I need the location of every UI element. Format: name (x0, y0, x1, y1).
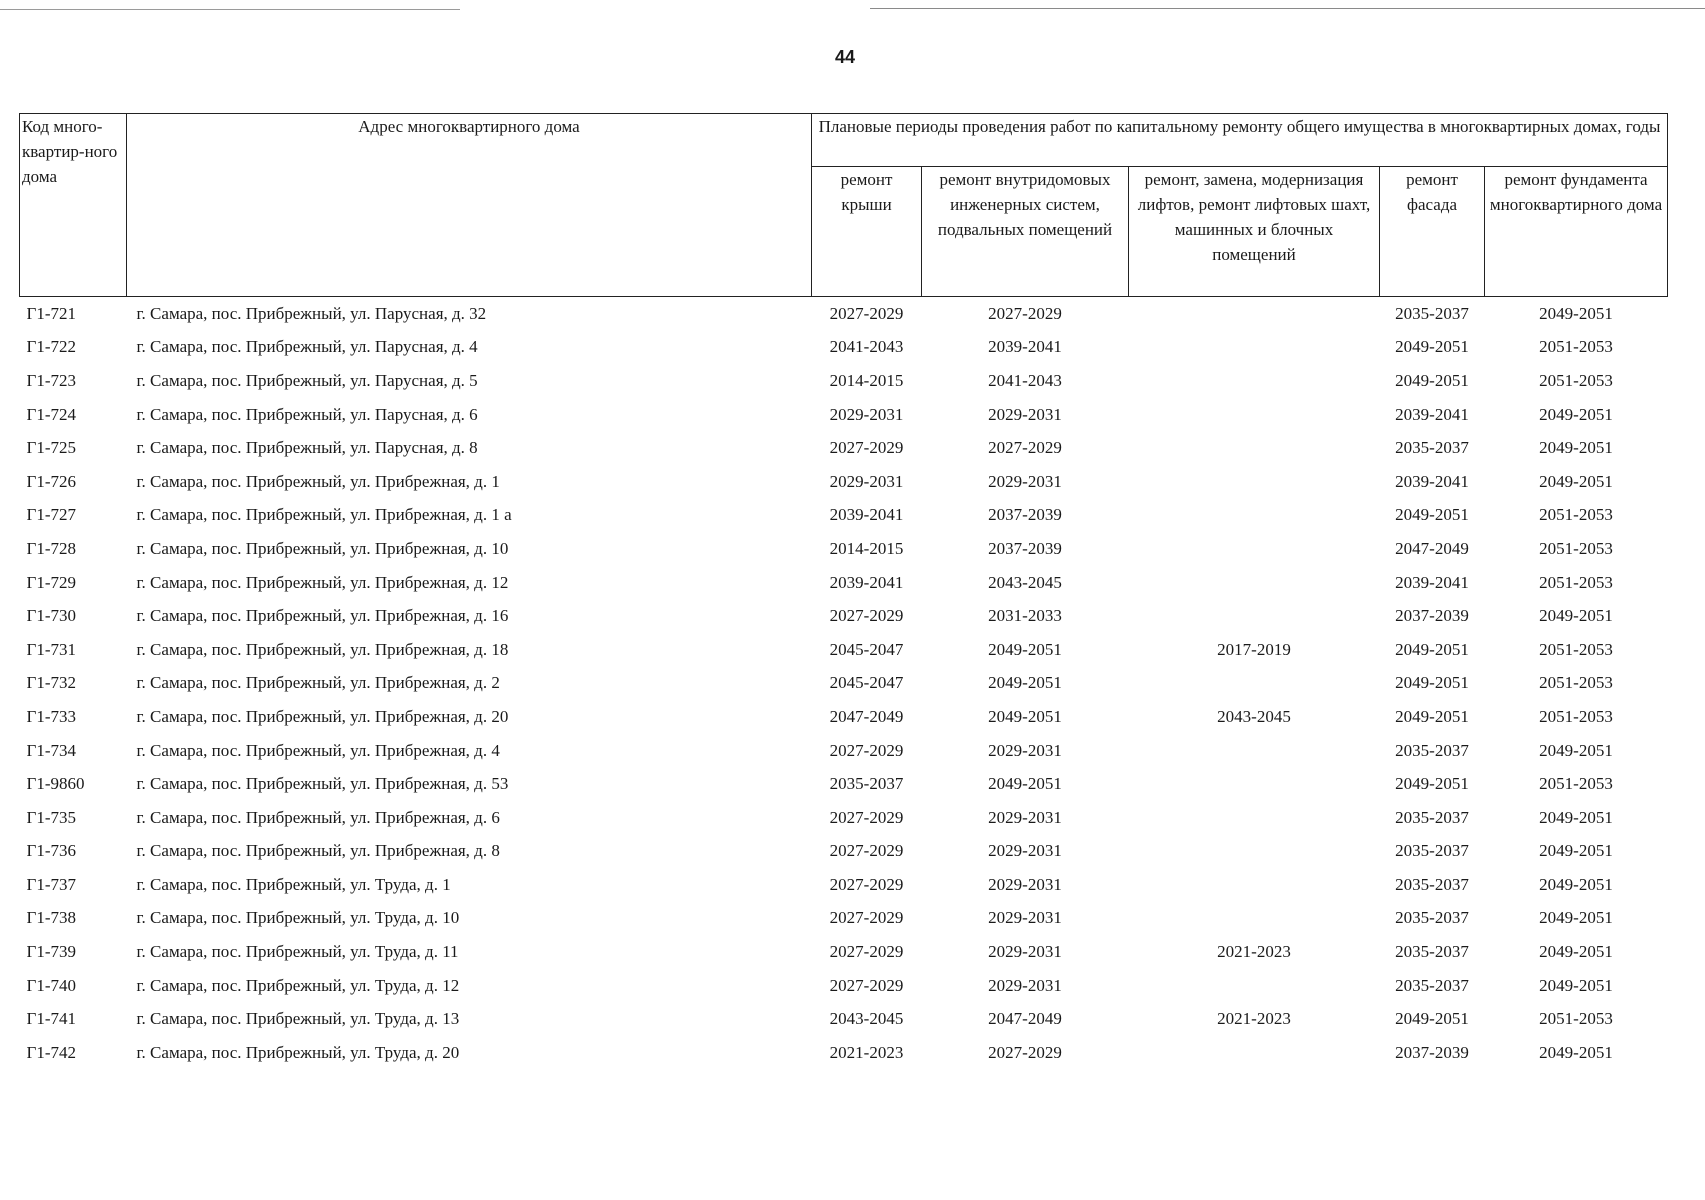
cell-facade: 2049-2051 (1395, 673, 1469, 693)
cell-address: г. Самара, пос. Прибрежный, ул. Прибрежная, д. 10 (136, 538, 509, 558)
cell-foundation: 2049-2051 (1539, 908, 1613, 928)
cell-address: г. Самара, пос. Прибрежный, ул. Труда, д. 11 (136, 942, 459, 962)
page-number: 44 (834, 47, 856, 67)
cell-lifts: 2021-2023 (1217, 942, 1291, 962)
cell-facade: 2049-2051 (1395, 337, 1469, 357)
cell-code: Г1-728 (26, 538, 76, 558)
table-row (20, 935, 1668, 969)
cell-code: Г1-722 (26, 337, 76, 357)
cell-engineering: 2029-2031 (988, 404, 1062, 424)
cell-roof: 2014-2015 (829, 370, 904, 390)
cell-code: Г1-727 (26, 505, 76, 525)
table-row (20, 969, 1668, 1003)
cell-engineering: 2027-2029 (988, 1042, 1062, 1062)
header-roof: ремонт крыши (812, 167, 922, 297)
cell-code: Г1-735 (26, 807, 76, 827)
cell-address: г. Самара, пос. Прибрежный, ул. Прибрежная, д. 8 (136, 841, 500, 861)
cell-foundation: 2051-2053 (1539, 572, 1613, 592)
cell-foundation: 2051-2053 (1539, 505, 1613, 525)
cell-address: г. Самара, пос. Прибрежный, ул. Парусная, д. 6 (136, 404, 478, 424)
cell-foundation: 2049-2051 (1539, 841, 1613, 861)
cell-address: г. Самара, пос. Прибрежный, ул. Парусная, д. 5 (136, 370, 478, 390)
cell-code: Г1-738 (26, 908, 76, 928)
cell-engineering: 2037-2039 (988, 538, 1062, 558)
table-row (20, 734, 1668, 768)
cell-roof: 2027-2029 (829, 740, 904, 760)
cell-code: Г1-733 (26, 706, 76, 726)
cell-facade: 2049-2051 (1395, 706, 1469, 726)
cell-foundation: 2051-2053 (1539, 706, 1613, 726)
cell-facade: 2035-2037 (1395, 975, 1469, 995)
cell-foundation: 2051-2053 (1539, 639, 1613, 659)
cell-code: Г1-731 (26, 639, 76, 659)
cell-lifts (1129, 969, 1380, 1003)
cell-lifts (1129, 431, 1380, 465)
table-row (20, 835, 1668, 869)
cell-code: Г1-734 (26, 740, 76, 760)
table-row (20, 297, 1668, 331)
cell-engineering: 2047-2049 (988, 1009, 1062, 1029)
cell-lifts (1129, 297, 1380, 331)
cell-address: г. Самара, пос. Прибрежный, ул. Прибрежная, д. 16 (136, 606, 509, 626)
table-row (20, 331, 1668, 365)
cell-code: Г1-9860 (26, 774, 85, 794)
cell-address: г. Самара, пос. Прибрежный, ул. Труда, д. 13 (136, 1009, 460, 1029)
cell-foundation: 2049-2051 (1539, 975, 1613, 995)
cell-lifts (1129, 667, 1380, 701)
cell-facade: 2039-2041 (1395, 404, 1469, 424)
cell-code: Г1-726 (26, 471, 76, 491)
cell-foundation: 2049-2051 (1539, 303, 1613, 323)
table-row (20, 431, 1668, 465)
table-row (20, 566, 1668, 600)
cell-code: Г1-736 (26, 841, 76, 861)
cell-foundation: 2049-2051 (1539, 606, 1613, 626)
cell-roof: 2027-2029 (829, 908, 904, 928)
cell-roof: 2043-2045 (829, 1009, 904, 1029)
cell-code: Г1-737 (26, 874, 76, 894)
cell-address: г. Самара, пос. Прибрежный, ул. Парусная, д. 32 (136, 303, 487, 323)
table-row (20, 1002, 1668, 1036)
header-address: Адрес многоквартирного дома (127, 114, 812, 297)
cell-engineering: 2029-2031 (988, 807, 1062, 827)
cell-engineering: 2029-2031 (988, 471, 1062, 491)
cell-foundation: 2051-2053 (1539, 1009, 1613, 1029)
cell-lifts (1129, 801, 1380, 835)
cell-foundation: 2051-2053 (1539, 337, 1613, 357)
cell-foundation: 2049-2051 (1539, 942, 1613, 962)
header-facade: ремонт фасада (1380, 167, 1485, 297)
table-row (20, 868, 1668, 902)
table-row (20, 633, 1668, 667)
cell-roof: 2021-2023 (829, 1042, 904, 1062)
cell-foundation: 2049-2051 (1539, 404, 1613, 424)
cell-roof: 2027-2029 (829, 303, 904, 323)
table-header (20, 114, 1668, 297)
cell-code: Г1-725 (26, 438, 76, 458)
table-row (20, 902, 1668, 936)
cell-lifts (1129, 767, 1380, 801)
cell-code: Г1-732 (26, 673, 76, 693)
cell-address: г. Самара, пос. Прибрежный, ул. Прибрежная, д. 4 (136, 740, 500, 760)
scan-top-rule-left (0, 9, 460, 10)
cell-lifts: 2021-2023 (1217, 1009, 1291, 1029)
cell-lifts (1129, 1036, 1380, 1070)
cell-code: Г1-723 (26, 370, 76, 390)
cell-address: г. Самара, пос. Прибрежный, ул. Труда, д. 1 (136, 874, 451, 894)
header-foundation: ремонт фундамента многоквартирного дома (1485, 167, 1668, 297)
table-row (20, 499, 1668, 533)
scan-top-rule-right (870, 8, 1705, 9)
cell-foundation: 2051-2053 (1539, 673, 1613, 693)
cell-roof: 2027-2029 (829, 975, 904, 995)
table-body (20, 297, 1668, 1070)
cell-facade: 2035-2037 (1395, 874, 1469, 894)
cell-foundation: 2049-2051 (1539, 874, 1613, 894)
table-row (20, 398, 1668, 432)
cell-engineering: 2039-2041 (988, 337, 1062, 357)
cell-roof: 2027-2029 (829, 807, 904, 827)
cell-engineering: 2029-2031 (988, 841, 1062, 861)
cell-lifts (1129, 734, 1380, 768)
cell-lifts (1129, 499, 1380, 533)
cell-facade: 2049-2051 (1395, 1009, 1469, 1029)
cell-facade: 2035-2037 (1395, 942, 1469, 962)
cell-facade: 2047-2049 (1395, 538, 1469, 558)
cell-engineering: 2029-2031 (988, 874, 1062, 894)
cell-roof: 2027-2029 (829, 874, 904, 894)
cell-address: г. Самара, пос. Прибрежный, ул. Труда, д. 20 (136, 1042, 460, 1062)
cell-facade: 2039-2041 (1395, 572, 1469, 592)
cell-roof: 2014-2015 (829, 538, 904, 558)
cell-facade: 2035-2037 (1395, 841, 1469, 861)
cell-lifts: 2017-2019 (1217, 639, 1291, 659)
cell-lifts (1129, 902, 1380, 936)
cell-code: Г1-742 (26, 1042, 76, 1062)
cell-foundation: 2049-2051 (1539, 807, 1613, 827)
header-periods-group: Плановые периоды проведения работ по капитальному ремонту общего имущества в многоквартирных домах, годы (812, 114, 1668, 167)
table-row (20, 667, 1668, 701)
cell-code: Г1-740 (26, 975, 76, 995)
cell-engineering: 2049-2051 (988, 673, 1062, 693)
cell-foundation: 2051-2053 (1539, 774, 1613, 794)
cell-facade: 2037-2039 (1395, 1042, 1469, 1062)
cell-engineering: 2041-2043 (988, 370, 1062, 390)
table-row (20, 364, 1668, 398)
table-row (20, 1036, 1668, 1070)
cell-roof: 2039-2041 (829, 505, 904, 525)
cell-code: Г1-739 (26, 942, 76, 962)
cell-facade: 2035-2037 (1395, 908, 1469, 928)
cell-roof: 2047-2049 (829, 706, 904, 726)
cell-roof: 2027-2029 (829, 438, 904, 458)
capital-repair-schedule-table (19, 113, 1668, 1070)
cell-engineering: 2027-2029 (988, 303, 1062, 323)
cell-engineering: 2043-2045 (988, 572, 1062, 592)
cell-lifts (1129, 398, 1380, 432)
cell-foundation: 2051-2053 (1539, 538, 1613, 558)
cell-code: Г1-730 (26, 606, 76, 626)
cell-facade: 2049-2051 (1395, 505, 1469, 525)
cell-address: г. Самара, пос. Прибрежный, ул. Прибрежная, д. 2 (136, 673, 500, 693)
cell-roof: 2027-2029 (829, 606, 904, 626)
cell-foundation: 2049-2051 (1539, 740, 1613, 760)
cell-address: г. Самара, пос. Прибрежный, ул. Прибрежная, д. 1 а (136, 505, 512, 525)
table-row (20, 532, 1668, 566)
cell-facade: 2035-2037 (1395, 807, 1469, 827)
cell-engineering: 2049-2051 (988, 639, 1062, 659)
cell-address: г. Самара, пос. Прибрежный, ул. Прибрежная, д. 1 (136, 471, 500, 491)
cell-address: г. Самара, пос. Прибрежный, ул. Прибрежная, д. 6 (136, 807, 500, 827)
cell-address: г. Самара, пос. Прибрежный, ул. Труда, д. 10 (136, 908, 460, 928)
header-engineering: ремонт внутридомовых инженерных систем, подвальных помещений (922, 167, 1129, 297)
cell-facade: 2049-2051 (1395, 639, 1469, 659)
cell-lifts: 2043-2045 (1217, 706, 1291, 726)
cell-foundation: 2049-2051 (1539, 471, 1613, 491)
cell-facade: 2035-2037 (1395, 740, 1469, 760)
cell-engineering: 2037-2039 (988, 505, 1062, 525)
cell-lifts (1129, 868, 1380, 902)
cell-lifts (1129, 532, 1380, 566)
cell-facade: 2049-2051 (1395, 774, 1469, 794)
cell-lifts (1129, 566, 1380, 600)
cell-engineering: 2031-2033 (988, 606, 1062, 626)
cell-roof: 2035-2037 (829, 774, 904, 794)
cell-code: Г1-724 (26, 404, 76, 424)
cell-foundation: 2049-2051 (1539, 438, 1613, 458)
cell-code: Г1-729 (26, 572, 76, 592)
cell-lifts (1129, 835, 1380, 869)
cell-address: г. Самара, пос. Прибрежный, ул. Парусная, д. 8 (136, 438, 478, 458)
table-row (20, 767, 1668, 801)
table-row (20, 465, 1668, 499)
cell-address: г. Самара, пос. Прибрежный, ул. Прибрежная, д. 18 (136, 639, 509, 659)
cell-roof: 2029-2031 (829, 471, 904, 491)
cell-code: Г1-741 (26, 1009, 76, 1029)
cell-roof: 2027-2029 (829, 841, 904, 861)
cell-engineering: 2029-2031 (988, 740, 1062, 760)
cell-address: г. Самара, пос. Прибрежный, ул. Прибрежная, д. 20 (136, 706, 509, 726)
cell-code: Г1-721 (26, 303, 76, 323)
cell-facade: 2035-2037 (1395, 438, 1469, 458)
cell-address: г. Самара, пос. Прибрежный, ул. Прибрежная, д. 12 (136, 572, 509, 592)
cell-roof: 2045-2047 (829, 673, 904, 693)
cell-engineering: 2029-2031 (988, 942, 1062, 962)
cell-engineering: 2029-2031 (988, 908, 1062, 928)
cell-facade: 2049-2051 (1395, 370, 1469, 390)
cell-facade: 2037-2039 (1395, 606, 1469, 626)
header-code: Код много-квартир-ного дома (20, 114, 127, 297)
cell-address: г. Самара, пос. Прибрежный, ул. Прибрежная, д. 53 (136, 774, 509, 794)
cell-foundation: 2051-2053 (1539, 370, 1613, 390)
cell-engineering: 2049-2051 (988, 706, 1062, 726)
cell-roof: 2027-2029 (829, 942, 904, 962)
cell-roof: 2041-2043 (829, 337, 904, 357)
cell-lifts (1129, 331, 1380, 365)
cell-engineering: 2029-2031 (988, 975, 1062, 995)
cell-address: г. Самара, пос. Прибрежный, ул. Труда, д. 12 (136, 975, 460, 995)
header-lifts: ремонт, замена, модернизация лифтов, ремонт лифтовых шахт, машинных и блочных помещений (1129, 167, 1380, 297)
cell-roof: 2029-2031 (829, 404, 904, 424)
cell-lifts (1129, 364, 1380, 398)
table-row (20, 599, 1668, 633)
cell-engineering: 2049-2051 (988, 774, 1062, 794)
cell-lifts (1129, 599, 1380, 633)
cell-lifts (1129, 465, 1380, 499)
cell-address: г. Самара, пос. Прибрежный, ул. Парусная, д. 4 (136, 337, 478, 357)
cell-foundation: 2049-2051 (1539, 1042, 1613, 1062)
cell-roof: 2039-2041 (829, 572, 904, 592)
cell-roof: 2045-2047 (829, 639, 904, 659)
cell-facade: 2039-2041 (1395, 471, 1469, 491)
cell-engineering: 2027-2029 (988, 438, 1062, 458)
table-row (20, 801, 1668, 835)
table-row (20, 700, 1668, 734)
cell-facade: 2035-2037 (1395, 303, 1469, 323)
